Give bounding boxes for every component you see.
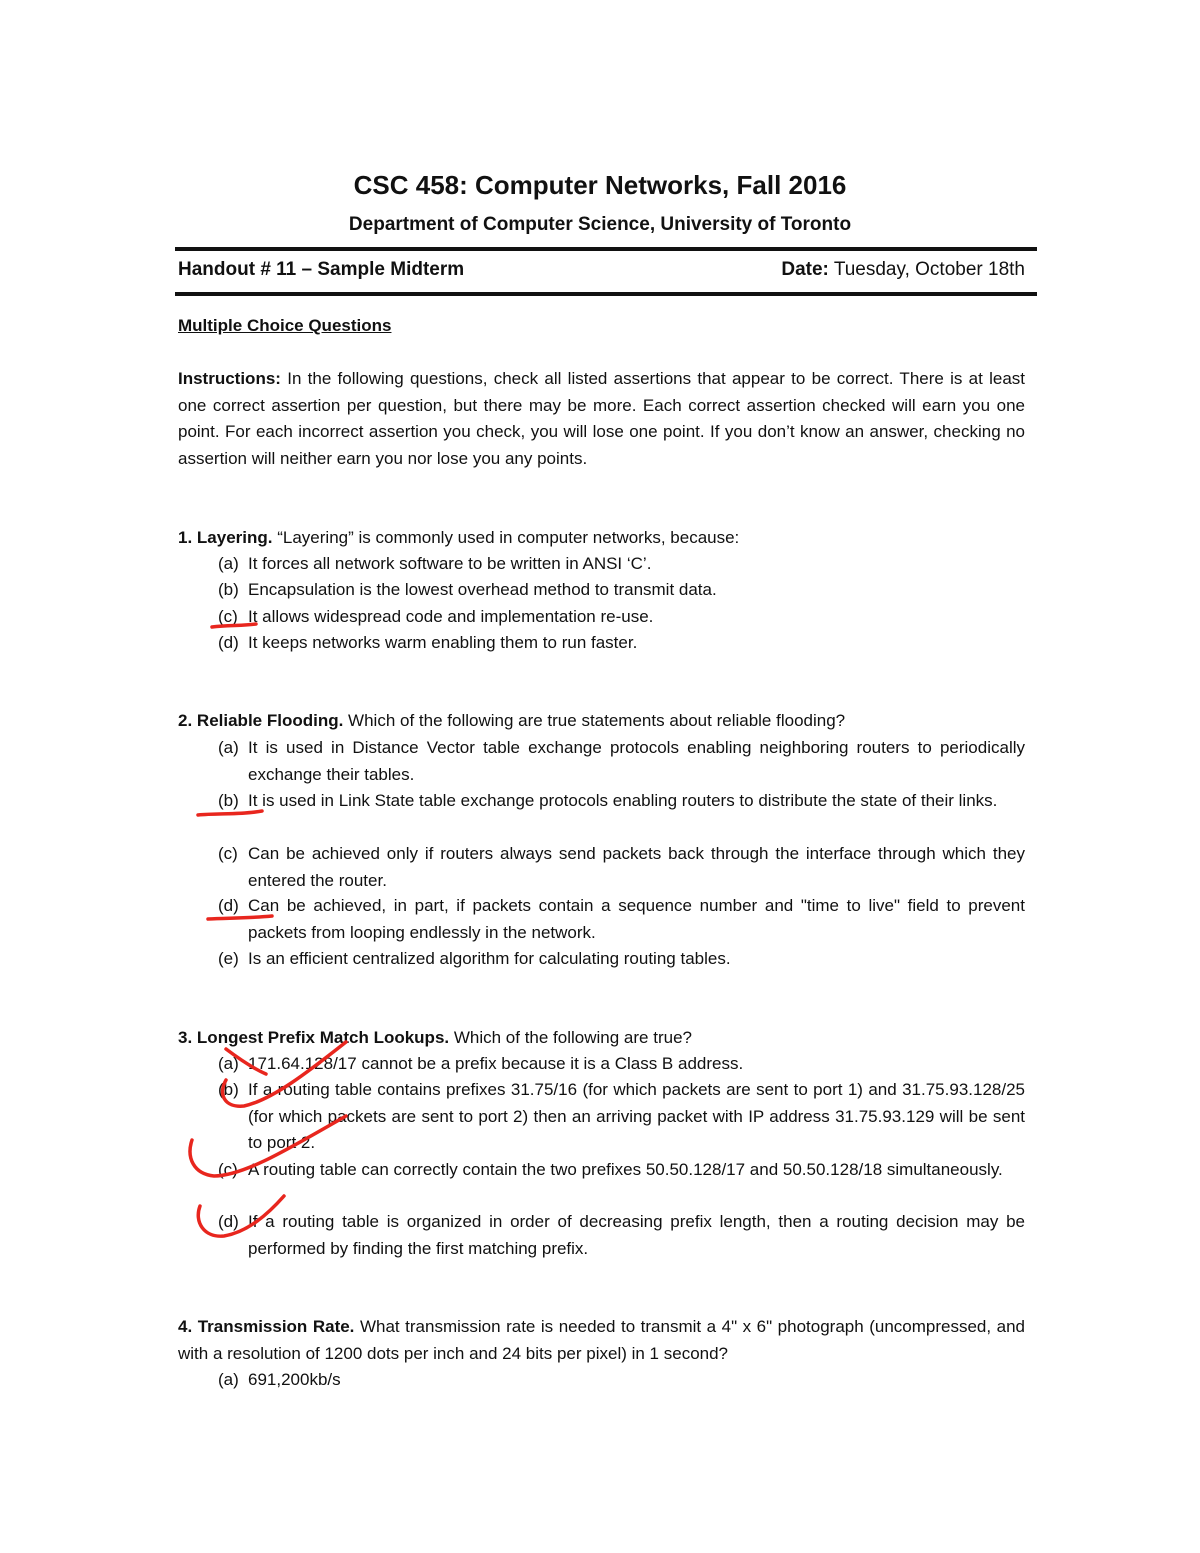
option-label: (c) [218, 844, 238, 863]
question-2-option-a [218, 735, 1025, 788]
section-title: Multiple Choice Questions [178, 316, 392, 335]
option-label: (a) [218, 738, 239, 757]
option-text: It is used in Distance Vector table exchange protocols enabling neighboring routers to periodically exchange their tables. [248, 738, 1025, 784]
question-4-prompt: What transmission rate is needed to transmit a 4" x 6" photograph (uncompressed, and with a resolution of 1200 dots per inch and 24 bits per pixel) in 1 second? [178, 1317, 1026, 1363]
question-2-prompt: Which of the following are true statements about reliable flooding? [343, 711, 846, 730]
option-label: (c) [218, 607, 238, 626]
question-3-option-c [218, 1157, 1025, 1184]
question-3 [178, 1025, 1025, 1052]
option-text: Can be achieved, in part, if packets contain a sequence number and "time to live" field to prevent packets from looping endlessly in the network. [248, 896, 1025, 942]
question-1 [178, 525, 1025, 552]
handout-label: Handout # 11 – Sample Midterm [178, 259, 465, 280]
question-4-option-a [218, 1367, 1025, 1394]
instructions [178, 366, 1025, 472]
question-4-number: 4. [178, 1317, 193, 1336]
option-label: (e) [218, 949, 239, 968]
question-3-title: Longest Prefix Match Lookups. [196, 1028, 450, 1047]
option-text: Encapsulation is the lowest overhead method to transmit data. [248, 580, 717, 599]
option-text: Is an efficient centralized algorithm for calculating routing tables. [248, 949, 731, 968]
header-bottom-rule [175, 292, 1037, 296]
option-label: (b) [218, 791, 239, 810]
option-text: Can be achieved only if routers always send packets back through the interface through which they entered the router. [248, 844, 1025, 890]
question-2-option-d [218, 893, 1025, 946]
question-3-option-a [218, 1051, 1025, 1078]
option-text: It is used in Link State table exchange protocols enabling routers to distribute the state of their links. [248, 791, 998, 810]
date-label: Date: [781, 259, 829, 280]
option-label: (a) [218, 1370, 239, 1389]
question-1-prompt: “Layering” is commonly used in computer networks, because: [272, 528, 740, 547]
option-text: It keeps networks warm enabling them to run faster. [248, 633, 638, 652]
option-text: It forces all network software to be written in ANSI ‘C’. [248, 554, 652, 573]
option-label: (d) [218, 1212, 239, 1231]
question-2-number: 2. [178, 711, 193, 730]
instructions-text: In the following questions, check all listed assertions that appear to be correct. There is at least one correct assertion per question, but there may be more. Each correct assertion checked will earn you one point. For each incorrect assertion you check, you will lose one point. If you don’t know an answer, checking no assertion will neither earn you nor lose you any points. [178, 369, 1025, 468]
question-1-option-c [218, 604, 1025, 631]
question-3-option-d [218, 1209, 1025, 1262]
question-2-option-c [218, 841, 1025, 894]
question-1-option-b [218, 577, 1025, 604]
question-3-number: 3. [178, 1028, 193, 1047]
question-1-title: Layering. [196, 528, 273, 547]
question-2-option-b [218, 788, 1025, 815]
option-text: 691,200kb/s [248, 1370, 341, 1389]
question-2-option-e [218, 946, 1025, 973]
question-3-option-b [218, 1077, 1025, 1157]
question-4 [178, 1314, 1025, 1367]
question-1-number: 1. [178, 528, 193, 547]
question-4-title: Transmission Rate. [197, 1317, 355, 1336]
question-1-option-a [218, 551, 1025, 578]
option-label: (a) [218, 1054, 239, 1073]
option-label: (d) [218, 633, 239, 652]
option-label: (c) [218, 1160, 238, 1179]
option-label: (a) [218, 554, 239, 573]
document-subtitle: Department of Computer Science, University of Toronto [348, 214, 852, 235]
option-text: If a routing table is organized in order of decreasing prefix length, then a routing decision may be performed by finding the first matching prefix. [248, 1212, 1025, 1258]
option-text: It allows widespread code and implementation re-use. [248, 607, 654, 626]
option-label: (d) [218, 896, 239, 915]
option-text: 171.64.128/17 cannot be a prefix because it is a Class B address. [248, 1054, 744, 1073]
option-text: A routing table can correctly contain the two prefixes 50.50.128/17 and 50.50.128/18 simultaneously. [248, 1160, 1003, 1179]
question-1-option-d [218, 630, 1025, 657]
question-3-prompt: Which of the following are true? [449, 1028, 692, 1047]
date-value: Tuesday, October 18th [828, 259, 1025, 280]
option-label: (b) [218, 580, 239, 599]
document-title: CSC 458: Computer Networks, Fall 2016 [353, 170, 847, 200]
option-text: If a routing table contains prefixes 31.75/16 (for which packets are sent to port 1) and 31.75.93.128/25 (for which packets are sent to port 2) then an arriving packet with IP address 31.75.93.129 will be sent to port 2. [248, 1080, 1025, 1152]
handout-date [781, 259, 1025, 281]
header-top-rule [175, 247, 1037, 251]
option-label: (b) [218, 1080, 239, 1099]
instructions-label: Instructions: [178, 369, 281, 388]
question-2 [178, 708, 1025, 735]
question-2-title: Reliable Flooding. [196, 711, 344, 730]
